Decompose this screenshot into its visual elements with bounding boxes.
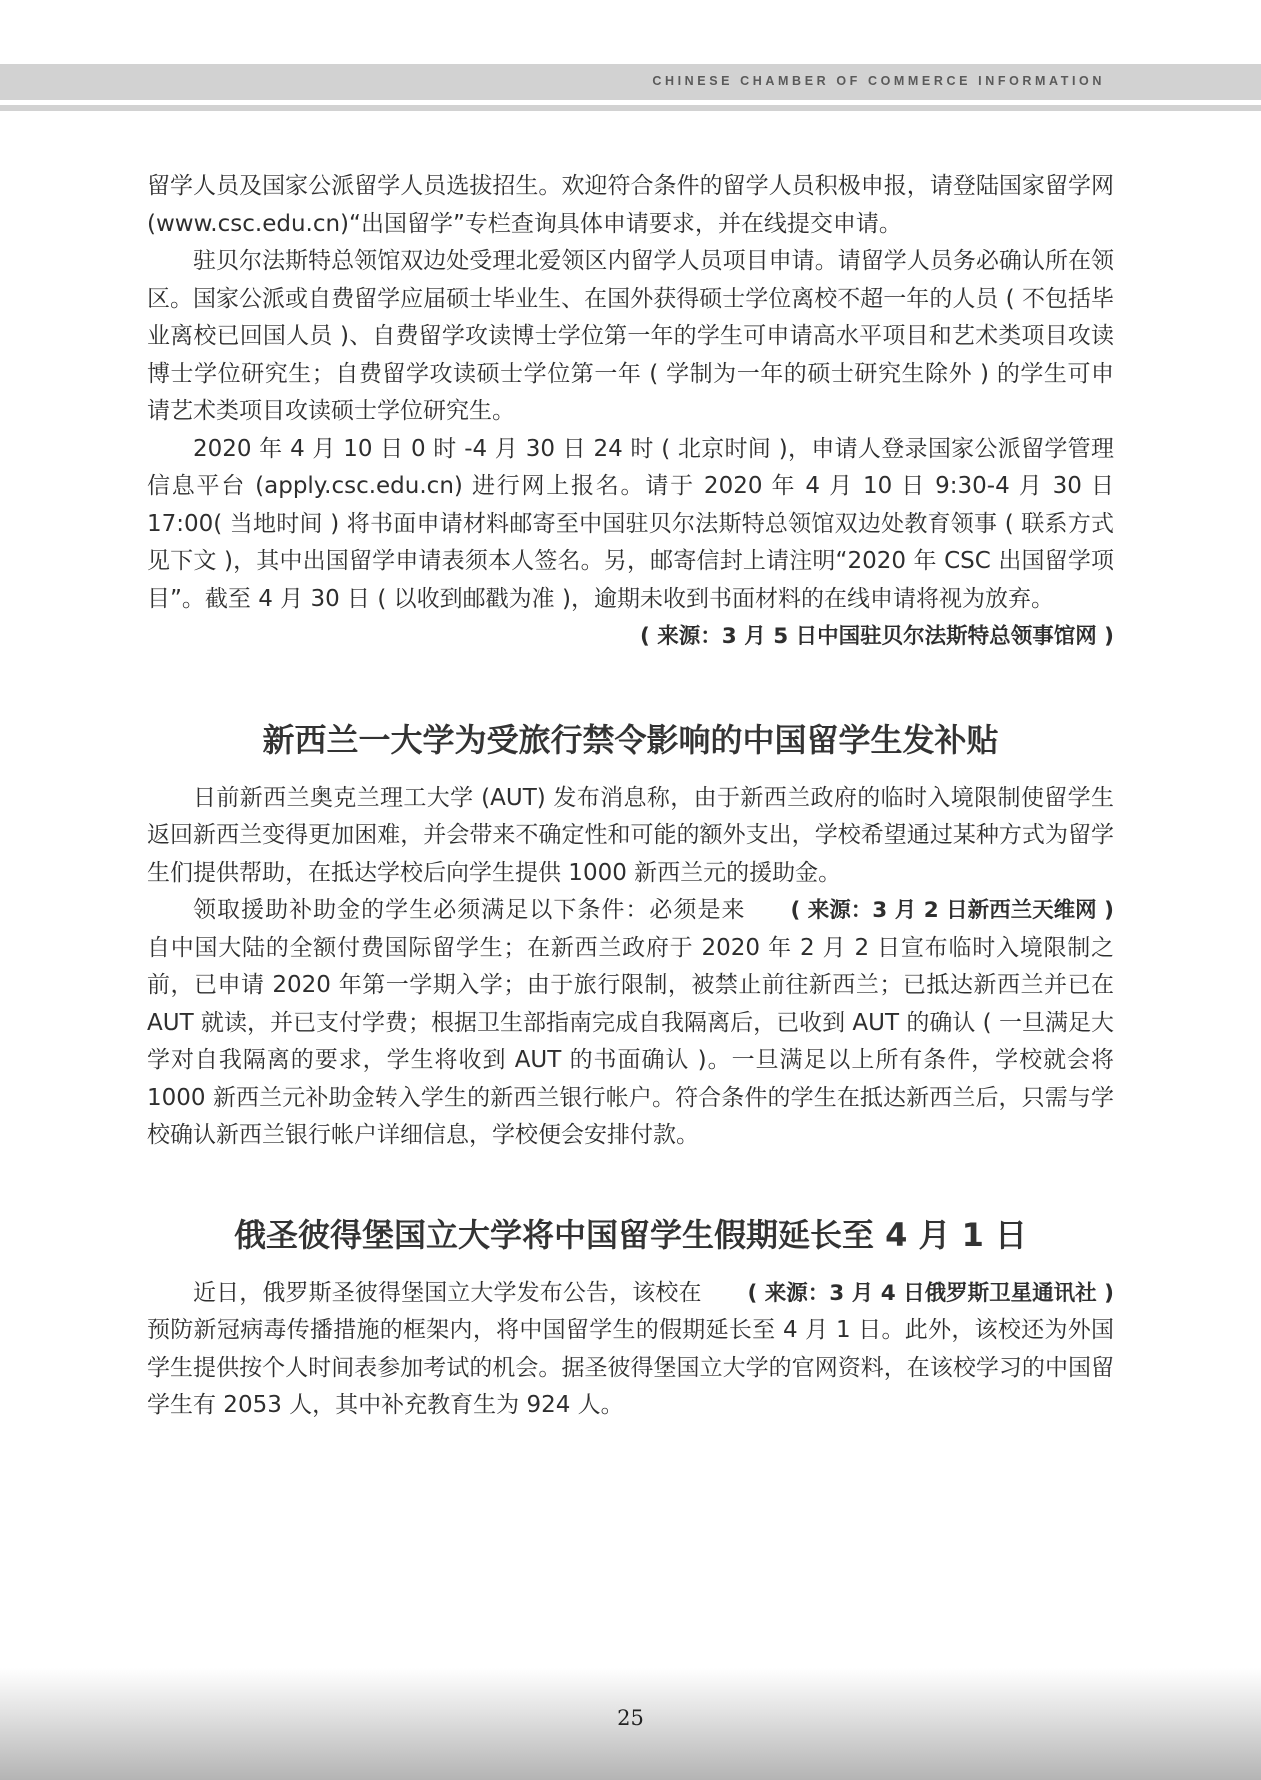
- paragraph: ( 来源：3 月 2 日新西兰天维网 ) 领取援助补助金的学生必须满足以下条件：必须是来自中国大陆的全额付费国际留学生；在新西兰政府于 2020 年 2 月 2 日宣布临时入境限制之前，已申请 2020 年第一学期入学；由于旅行限制，被禁止前往新西兰；已抵达新西兰并已在 AUT 就读，并已支付学费；根据卫生部指南完成自我隔离后，已收到 AUT 的确认 ( 一旦满足大学对自我隔离的要求，学生将收到 AUT 的书面确认 )。一旦满足以上所有条件，学校就会将 1000 新西兰元补助金转入学生的新西兰银行帐户。符合条件的学生在抵达新西兰后，只需与学校确认新西兰银行帐户详细信息，学校便会安排付款。: [147, 892, 1114, 1155]
- source-citation: ( 来源：3 月 2 日新西兰天维网 ): [790, 898, 1114, 923]
- source-citation: ( 来源：3 月 4 日俄罗斯卫星通讯社 ): [747, 1280, 1114, 1306]
- source-citation: ( 来源：3 月 5 日中国驻贝尔法斯特总领事馆网 ): [640, 624, 1114, 649]
- paragraph: 驻贝尔法斯特总领馆双边处受理北爱领区内留学人员项目申请。请留学人员务必确认所在领区。国家公派或自费留学应届硕士毕业生、在国外获得硕士学位离校不超一年的人员 ( 不包括毕业离校已回国人员 )、自费留学攻读博士学位第一年的学生可申请高水平项目和艺术类项目攻读博士学位研究生；自费留学攻读硕士学位第一年 ( 学制为一年的硕士研究生除外 ) 的学生可申请艺术类项目攻读硕士学位研究生。: [147, 248, 1114, 424]
- article-csc-application: [147, 168, 1114, 656]
- page-content: [147, 168, 1114, 1425]
- publication-header: CHINESE CHAMBER OF COMMERCE INFORMATION: [652, 74, 1105, 88]
- section-title: 新西兰一大学为受旅行禁令影响的中国留学生发补贴: [262, 720, 999, 759]
- paragraph: 2020 年 4 月 10 日 0 时 -4 月 30 日 24 时 ( 北京时间 )，申请人登录国家公派留学管理信息平台 (apply.csc.edu.cn) 进行网上报名。请于 2020 年 4 月 10 日 9:30-4 月 30 日 17:00( 当地时间 ) 将书面申请材料邮寄至中国驻贝尔法斯特总领馆双边处教育领事 ( 联系方式见下文 )，其中出国留学申请表须本人签名。另，邮寄信封上请注明“2020 年 CSC 出国留学项目”。截至 4 月 30 日 ( 以收到邮戳为准 )，逾期未收到书面材料的在线申请将视为放弃。: [147, 435, 1114, 612]
- article-nz-subsidy: [147, 720, 1114, 1155]
- header-rule: [0, 105, 1261, 111]
- section-title: 俄圣彼得堡国立大学将中国留学生假期延长至 4 月 1 日: [233, 1215, 1028, 1254]
- paragraph: 留学人员及国家公派留学人员选拔招生。欢迎符合条件的留学人员积极申报，请登陆国家留学网 (www.csc.edu.cn)“出国留学”专栏查询具体申请要求，并在线提交申请。: [147, 173, 1114, 237]
- paragraph: ( 来源：3 月 4 日俄罗斯卫星通讯社 ) 近日，俄罗斯圣彼得堡国立大学发布公告，该校在预防新冠病毒传播措施的框架内，将中国留学生的假期延长至 4 月 1 日。此外，该校还为外国学生提供按个人时间表参加考试的机会。据圣彼得堡国立大学的官网资料，在该校学习的中国留学生有 2053 人，其中补充教育生为 924 人。: [147, 1275, 1114, 1425]
- page-number: 25: [617, 1706, 644, 1730]
- paragraph: 日前新西兰奥克兰理工大学 (AUT) 发布消息称，由于新西兰政府的临时入境限制使留学生返回新西兰变得更加困难，并会带来不确定性和可能的额外支出，学校希望通过某种方式为留学生们提供帮助，在抵达学校后向学生提供 1000 新西兰元的援助金。: [147, 784, 1114, 886]
- article-spbu-holiday: [147, 1215, 1114, 1425]
